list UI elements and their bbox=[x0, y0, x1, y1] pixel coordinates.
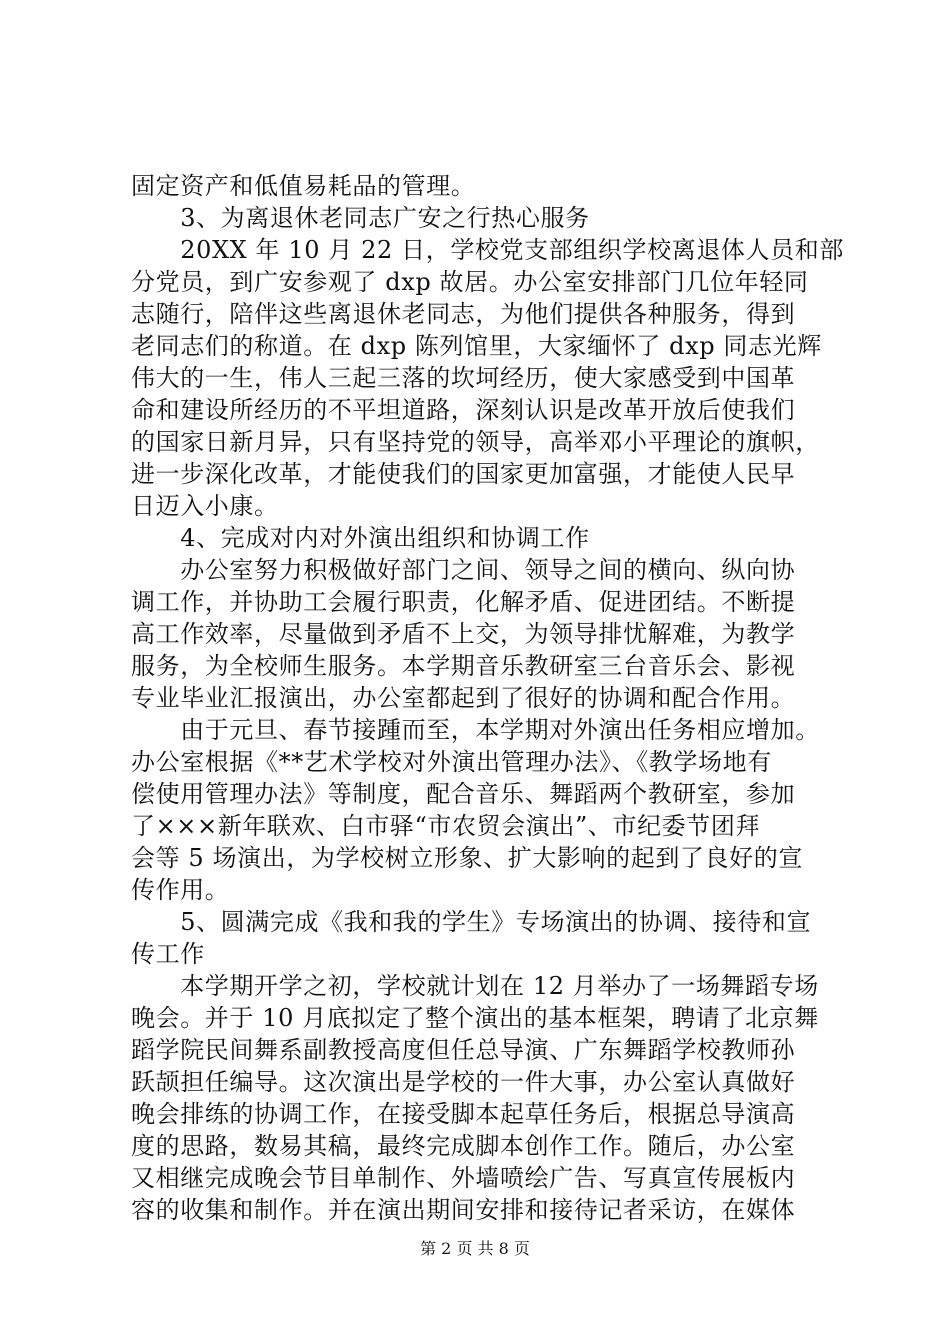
text-line: 日迈入小康。 bbox=[131, 492, 279, 520]
text-line: 传作用。 bbox=[131, 876, 230, 904]
text-line: 晚会排练的协调工作，在接受脚本起草任务后，根据总导演高 bbox=[131, 1100, 796, 1128]
text-line: 晚会。并于 10 月底拟定了整个演出的基本框架，聘请了北京舞 bbox=[131, 1004, 819, 1032]
section-heading: 5、圆满完成《我和我的学生》专场演出的协调、接待和宣 bbox=[131, 908, 812, 936]
page-number-footer: 第 2 页 共 8 页 bbox=[420, 1239, 530, 1258]
text-line: 专业毕业汇报演出，办公室都起到了很好的协调和配合作用。 bbox=[131, 684, 796, 712]
text-line: 进一步深化改革，才能使我们的国家更加富强，才能使人民早 bbox=[131, 460, 796, 488]
text-line: 固定资产和低值易耗品的管理。 bbox=[131, 172, 476, 200]
text-line: 本学期开学之初，学校就计划在 12 月举办了一场舞蹈专场 bbox=[131, 972, 819, 1000]
text-line: 的国家日新月异，只有坚持党的领导，高举邓小平理论的旗帜， bbox=[131, 428, 820, 456]
text-line: 分党员，到广安参观了 dxp 故居。办公室安排部门几位年轻同 bbox=[131, 268, 809, 296]
text-line: 伟大的一生，伟人三起三落的坎坷经历，使大家感受到中国革 bbox=[131, 364, 796, 392]
text-line: 高工作效率，尽量做到矛盾不上交，为领导排忧解难，为教学 bbox=[131, 620, 796, 648]
text-line: 由于元旦、春节接踵而至，本学期对外演出任务相应增加。 bbox=[131, 716, 820, 744]
text-line: 20XX 年 10 月 22 日，学校党支部组织学校离退体人员和部 bbox=[131, 236, 844, 264]
text-line: 办公室根据《**艺术学校对外演出管理办法》、《教学场地有 bbox=[131, 748, 772, 776]
text-line: 调工作，并协助工会履行职责，化解矛盾、促进团结。不断提 bbox=[131, 588, 796, 616]
text-line: 老同志们的称道。在 dxp 陈列馆里，大家缅怀了 dxp 同志光辉 bbox=[131, 332, 822, 360]
section-heading: 4、完成对内对外演出组织和协调工作 bbox=[131, 524, 590, 552]
text-line: 办公室努力积极做好部门之间、领导之间的横向、纵向协 bbox=[131, 556, 796, 584]
text-line: 命和建设所经历的不平坦道路，深刻认识是改革开放后使我们 bbox=[131, 396, 796, 424]
section-heading: 传工作 bbox=[131, 940, 205, 968]
text-line: 服务，为全校师生服务。本学期音乐教研室三台音乐会、影视 bbox=[131, 652, 796, 680]
text-line: 志随行，陪伴这些离退休老同志，为他们提供各种服务，得到 bbox=[131, 300, 796, 328]
text-line: 又相继完成晚会节目单制作、外墙喷绘广告、写真宣传展板内 bbox=[131, 1164, 796, 1192]
section-heading: 3、为离退休老同志广安之行热心服务 bbox=[131, 204, 590, 232]
text-line: 蹈学院民间舞系副教授高度但任总导演、广东舞蹈学校教师孙 bbox=[131, 1036, 796, 1064]
text-line: 度的思路，数易其稿，最终完成脚本创作工作。随后，办公室 bbox=[131, 1132, 796, 1160]
text-line: 了×××新年联欢、白市驿“市农贸会演出”、市纪委节团拜 bbox=[131, 812, 761, 840]
text-line: 会等 5 场演出，为学校树立形象、扩大影响的起到了良好的宣 bbox=[131, 844, 803, 872]
text-line: 偿使用管理办法》等制度，配合音乐、舞蹈两个教研室，参加 bbox=[131, 780, 796, 808]
text-line: 跃颉担任编导。这次演出是学校的一件大事，办公室认真做好 bbox=[131, 1068, 796, 1096]
text-line: 容的收集和制作。并在演出期间安排和接待记者采访，在媒体 bbox=[131, 1196, 796, 1224]
